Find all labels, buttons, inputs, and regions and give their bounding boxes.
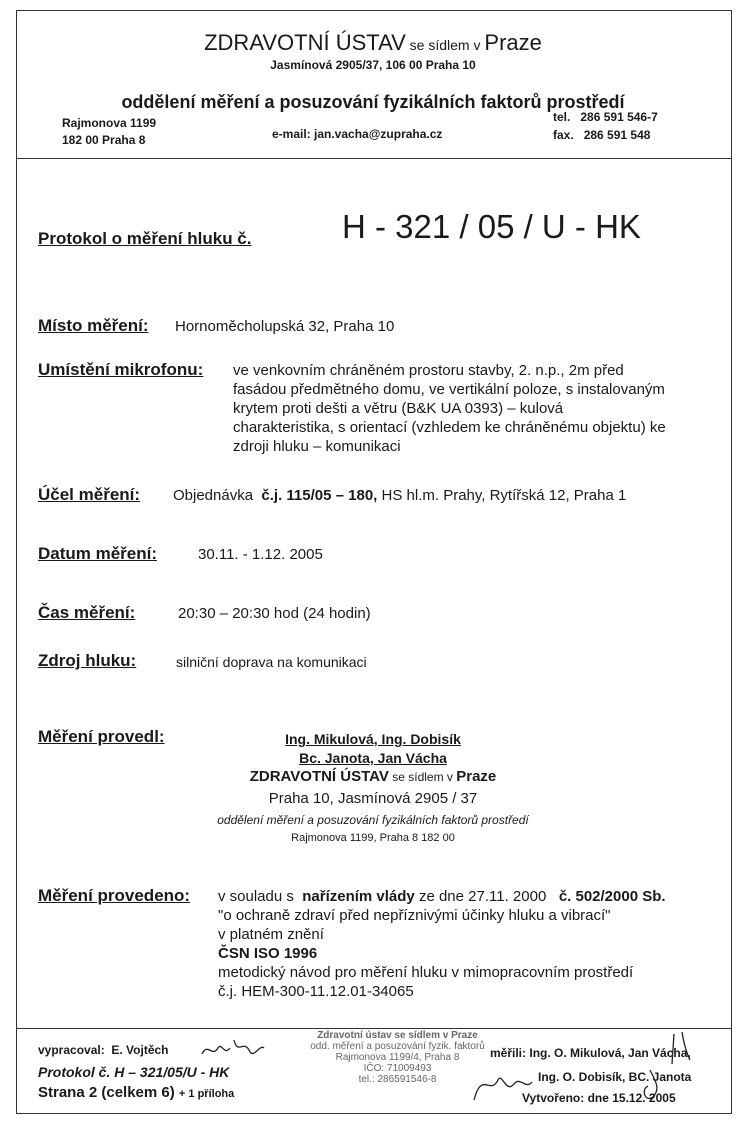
microphone-line-2: fasádou předmětného domu, ve vertikální poloze, s instalovaným [233,381,665,398]
performer-department: oddělení měření a posuzování fyzikálních faktorů prostředí [217,813,529,827]
footer-divider [16,1028,732,1029]
purpose-value: Objednávka č.j. 115/05 – 180, HS hl.m. Prahy, Rytířská 12, Praha 1 [173,487,627,504]
measured-by: měřili: Ing. O. Mikulová, Jan Vácha, [490,1046,691,1060]
header-divider [16,158,732,159]
date-value: 30.11. - 1.12. 2005 [198,546,323,563]
done-line-2: "o ochraně zdraví před nepříznivými účinky hluku a vibrací" [218,907,611,924]
done-line-1: v souladu s nařízením vlády ze dne 27.11. 2000 č. 502/2000 Sb. [218,888,666,905]
measurer-signature-1 [468,1060,538,1104]
prepared-by: vypracoval: E. Vojtěch [38,1043,169,1057]
official-stamp: Zdravotní ústav se sídlem v Praze odd. měření a posuzování fyzik. faktorů Rajmonova 1199/4, Praha 8 IČO: 71009493 tel.: 286591546-8 [310,1030,485,1085]
performer-names-1: Ing. Mikulová, Ing. Dobisík [285,731,461,747]
protocol-reference: Protokol č. H – 321/05/U - HK [38,1064,230,1080]
place-label: Místo měření: [38,316,149,335]
time-label: Čas měření: [38,603,136,622]
performer-org: ZDRAVOTNÍ ÚSTAV se sídlem v Praze [249,768,497,785]
place-value: Hornoměcholupská 32, Praha 10 [175,318,395,335]
header-street: Rajmonova 1199 [62,116,157,130]
performer-address-2: Rajmonova 1199, Praha 8 182 00 [291,832,455,844]
microphone-label: Umístění mikrofonu: [38,360,204,379]
prepared-signature [198,1034,268,1062]
time-value: 20:30 – 20:30 hod (24 hodin) [178,605,371,622]
done-line-3: v platném znění [218,926,324,943]
measurer-signature-2 [590,1030,730,1110]
microphone-line-1: ve venkovním chráněném prostoru stavby, 2. n.p., 2m před [233,362,624,379]
date-label: Datum měření: [38,544,158,563]
done-label: Měření provedeno: [38,886,191,905]
created-date: Vytvořeno: dne 15.12. 2005 [522,1091,676,1105]
microphone-line-4: charakteristika, s orientací (vzhledem ke chráněnému objektu) ke [233,419,666,436]
measured-by-2: Ing. O. Dobisík, BC. Janota [538,1070,692,1084]
purpose-label: Účel měření: [38,485,141,504]
done-line-5: metodický návod pro měření hluku v mimopracovním prostředí [218,964,634,981]
header-email: e-mail: jan.vacha@zupraha.cz [272,127,443,141]
done-line-4: ČSN ISO 1996 [218,945,318,962]
page-indicator: Strana 2 (celkem 6) + 1 příloha [38,1084,235,1101]
department-title: oddělení měření a posuzování fyzikálních faktorů prostředí [121,92,625,112]
performer-names-2: Bc. Janota, Jan Vácha [299,750,447,766]
header-fax: fax. 286 591 548 [553,128,651,142]
microphone-line-3: krytem proti dešti a větru (B&K UA 0393) – kulová [233,400,564,417]
protocol-label: Protokol o měření hluku č. [38,229,252,248]
org-title: ZDRAVOTNÍ ÚSTAV se sídlem v Praze [204,30,542,55]
source-label: Zdroj hluku: [38,651,137,670]
performer-address: Praha 10, Jasmínová 2905 / 37 [268,790,478,807]
performer-label: Měření provedl: [38,727,165,746]
header-tel: tel. 286 591 546-7 [553,110,658,124]
done-line-6: č.j. HEM-300-11.12.01-34065 [218,983,414,1000]
microphone-line-5: zdroji hluku – komunikaci [233,438,401,455]
source-value: silniční doprava na komunikaci [176,654,367,670]
protocol-number: H - 321 / 05 / U - HK [342,208,641,245]
org-address: Jasmínová 2905/37, 106 00 Praha 10 [270,58,476,72]
header-zip-city: 182 00 Praha 8 [62,133,146,147]
